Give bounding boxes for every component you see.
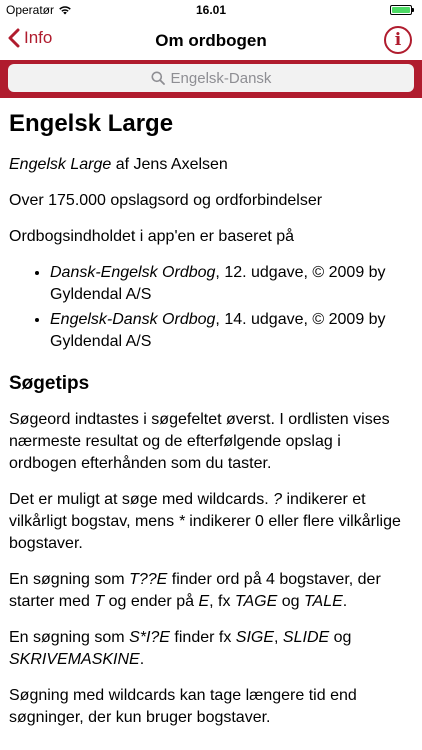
- text-span: og: [329, 629, 352, 646]
- navigation-bar: [0, 20, 422, 64]
- search-icon: [151, 71, 165, 85]
- search-input[interactable]: [8, 64, 414, 92]
- text-span: .: [139, 651, 145, 668]
- wildcard-term: ?: [273, 491, 282, 508]
- based-on-line: Ordbogsindholdet i app'en er baseret på: [9, 228, 295, 245]
- text-span: finder ord på 4 bogstaver, der starter med: [9, 571, 381, 610]
- search-bar: [0, 60, 422, 98]
- example-term: SLIDE: [282, 629, 330, 646]
- text-span: indikerer 0 eller flere vilkårlige bogstaver.: [9, 513, 401, 552]
- example-term: SIGE: [235, 629, 275, 646]
- example-term: E: [198, 593, 210, 610]
- page-title: Om ordbogen: [155, 31, 267, 50]
- tip-paragraph: [9, 569, 410, 613]
- byline-rest: af Jens Axelsen: [111, 156, 228, 173]
- example-term: TAGE: [234, 593, 278, 610]
- info-icon: i: [394, 30, 402, 50]
- battery-fill: [392, 7, 410, 13]
- search-placeholder: Engelsk-Dansk: [170, 69, 272, 87]
- carrier-label: Operatør: [6, 3, 55, 17]
- count-line: Over 175.000 opslagsord og ordforbindelser: [9, 192, 323, 209]
- source-rest: , 14. udgave, © 2009 by Gyldendal A/S: [50, 311, 386, 350]
- text-span: , fx: [209, 593, 235, 610]
- source-list: [9, 262, 410, 353]
- source-rest: , 12. udgave, © 2009 by Gyldendal A/S: [50, 264, 386, 303]
- info-button[interactable]: [384, 26, 412, 54]
- source-title: Dansk-Engelsk Ordbog: [50, 264, 216, 281]
- tip-paragraph: [9, 627, 410, 671]
- text-span: og ender på: [104, 593, 199, 610]
- example-term: S*I?E: [129, 629, 170, 646]
- text-span: En søgning som: [9, 571, 130, 588]
- byline-title: Engelsk Large: [9, 156, 112, 173]
- text-span: En søgning som: [9, 629, 130, 646]
- list-item: [50, 262, 410, 306]
- back-button-label: Info: [24, 28, 53, 47]
- tip-paragraph: Søgeord indtastes i søgefeltet øverst. I ordlisten vises nærmeste resultat og de efterfølgende opslag i ordbogen efterhånden som du taster.: [9, 411, 390, 472]
- text-span: Det er muligt at søge med wildcards.: [9, 491, 274, 508]
- wildcard-term: *: [178, 513, 185, 530]
- tips-heading: Søgetips: [9, 373, 90, 394]
- battery-icon: [390, 5, 412, 15]
- text-span: og: [277, 593, 304, 610]
- battery-tip: [412, 8, 414, 12]
- text-span: finder fx: [169, 629, 236, 646]
- example-term: T: [94, 593, 105, 610]
- text-span: ,: [274, 629, 283, 646]
- source-title: Engelsk-Dansk Ordbog: [50, 311, 216, 328]
- status-time: 16.01: [195, 3, 227, 17]
- tip-paragraph: Søgning med wildcards kan tage længere tid end søgninger, der kun bruger bogstaver.: [9, 687, 357, 726]
- status-bar: [0, 0, 422, 20]
- text-span: .: [342, 593, 348, 610]
- example-term: T??E: [129, 571, 168, 588]
- byline: [9, 154, 410, 176]
- tip-paragraph: [9, 489, 410, 555]
- example-term: TALE: [303, 593, 343, 610]
- list-item: [50, 309, 410, 353]
- article-title: Engelsk Large: [9, 110, 174, 137]
- text-span: indikerer et vilkårligt bogstav, mens: [9, 491, 366, 530]
- article-content: [9, 98, 410, 743]
- example-term: SKRIVEMASKINE: [9, 651, 140, 668]
